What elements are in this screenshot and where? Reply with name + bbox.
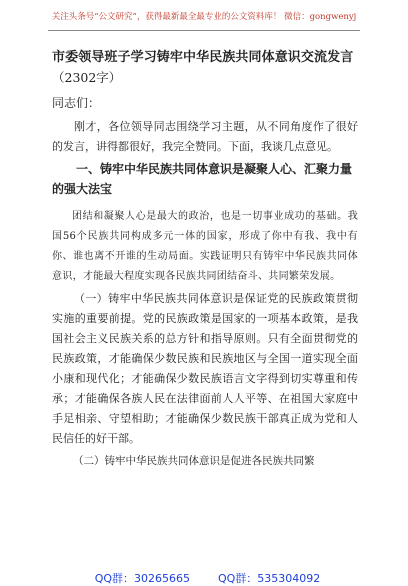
word-count: （2302字）	[52, 70, 122, 85]
section-heading-1: 一、铸牢中华民族共同体意识是凝聚人心、汇聚力量的强大法宝	[52, 162, 353, 196]
section1-paragraph-3: （二）铸牢中华民族共同体意识是促进各民族共同繁	[73, 455, 315, 467]
section1-paragraph-2: （一）铸牢中华民族共同体意识是保证党的民族政策贯彻实施的重要前提。党的民族政策是国家的一项基本政策，是我国社会主义民族关系的总方针和指导原则。只有全面贯彻党的民族政策，才能确保少数民族和民族地区与全国一道实现全面小康和现代化；才能确保少数民族语言文字得到切实尊重和传承；才能确保各族人民在法律面前人人平等、在祖国大家庭中手足相亲、守望相助；才能确保少数民族干部真正成为党和人民信任的好干部。	[52, 292, 358, 445]
document-title: 市委领导班子学习铸牢中华民族共同体意识交流发言	[52, 50, 354, 65]
header-promo-text: 关注头条号“公文研究”，获得最新最全最专业的公文资料库！ 微信：gongwenyj	[51, 12, 357, 22]
page-footer	[0, 557, 408, 585]
section1-paragraph-1: 团结和凝聚人心是最大的政治，也是一切事业成功的基础。我国56个民族共同构成多元一体的国家，形成了你中有我、我中有你、谁也离不开谁的生动局面。实践证明只有铸牢中华民族共同体意识，才能最大程度实现各民族共同团结奋斗、共同繁荣发展。	[52, 211, 358, 282]
footer-qq-groups: QQ群：30265665 QQ群：535304092	[94, 572, 321, 585]
greeting: 同志们：	[52, 96, 101, 110]
document-body	[52, 48, 358, 471]
intro-paragraph: 刚才，各位领导同志围绕学习主题，从不同角度作了很好的发言，讲得都很好，我完全赞同。下面，我谈几点意见。	[52, 120, 358, 153]
page-header	[48, 8, 360, 31]
